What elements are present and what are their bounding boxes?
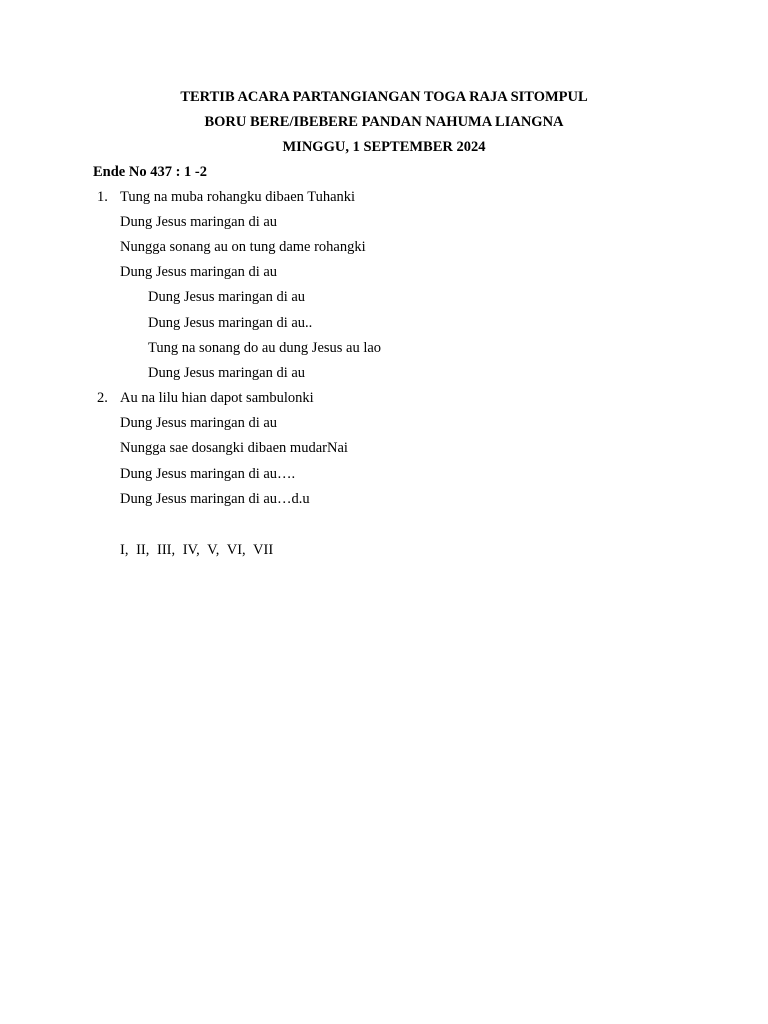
verse-line: Dung Jesus maringan di au…d.u [120, 491, 310, 507]
header-date: MINGGU, 1 SEPTEMBER 2024 [282, 139, 486, 155]
refrain-line: Dung Jesus maringan di au.. [148, 315, 313, 331]
header-title-line-2: BORU BERE/IBEBERE PANDAN NAHUMA LIANGNA [204, 114, 564, 130]
verse-line: Dung Jesus maringan di au [120, 214, 278, 230]
verse-line: Au na lilu hian dapot sambulonki [120, 390, 314, 406]
verse-line: Dung Jesus maringan di au…. [120, 466, 296, 482]
verse-number: 2. [97, 390, 108, 406]
verse-number: 1. [97, 189, 108, 205]
verse-line: Tung na muba rohangku dibaen Tuhanki [120, 189, 356, 205]
hymn-reference: Ende No 437 : 1 -2 [93, 164, 207, 180]
refrain-line: Dung Jesus maringan di au [148, 289, 306, 305]
verse-numerals-list: I, II, III, IV, V, VI, VII [120, 542, 274, 558]
refrain-line: Dung Jesus maringan di au [148, 365, 306, 381]
verse-line: Nungga sae dosangki dibaen mudarNai [120, 440, 348, 456]
verse-line: Nungga sonang au on tung dame rohangki [120, 239, 366, 255]
refrain-line: Tung na sonang do au dung Jesus au lao [148, 340, 382, 356]
header-title-line-1: TERTIB ACARA PARTANGIANGAN TOGA RAJA SITOMPUL [180, 89, 588, 105]
verse-line: Dung Jesus maringan di au [120, 264, 278, 280]
verse-line: Dung Jesus maringan di au [120, 415, 278, 431]
